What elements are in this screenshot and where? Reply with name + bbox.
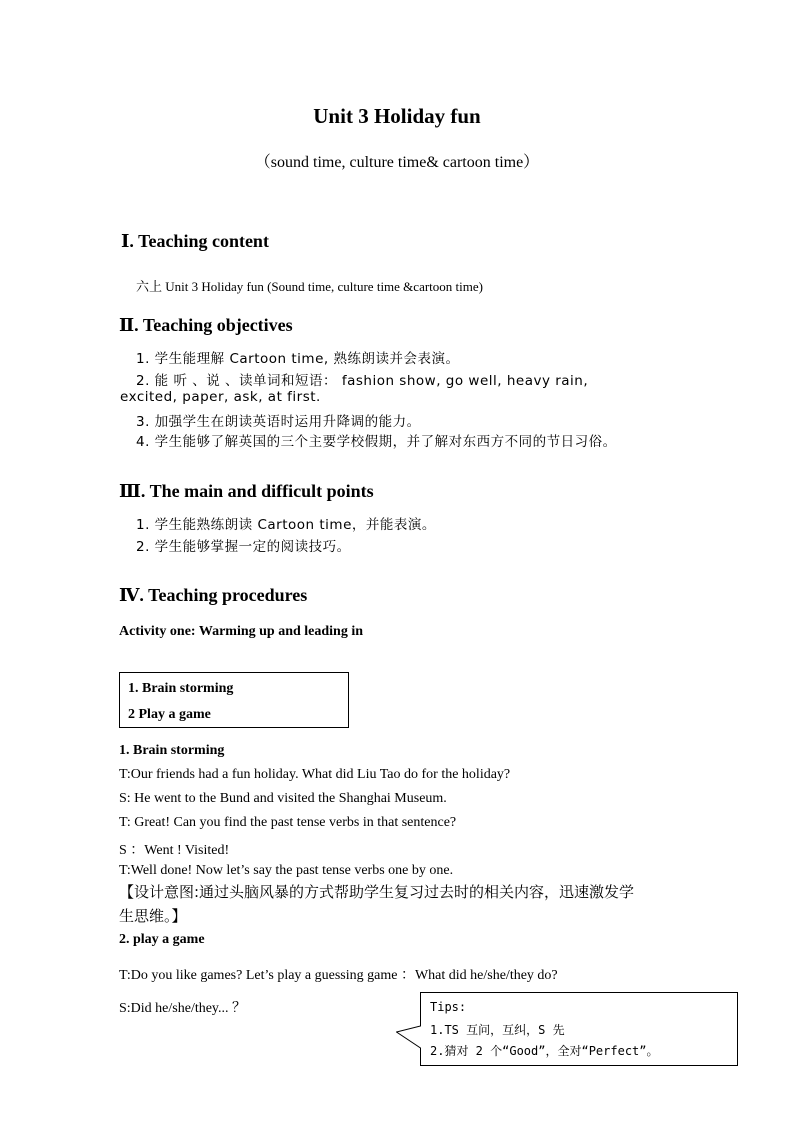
objective-item: 4. 学生能够了解英国的三个主要学校假期，并了解对东西方不同的节日习俗。 [136,434,617,450]
dialogue-line: S:Did he/she/they... ？ [119,1001,247,1016]
design-intent-line: 【设计意图:通过头脑风暴的方式帮助学生复习过去时的相关内容，迅速激发学 [119,883,635,901]
outline-item: 1. Brain storming [128,681,234,696]
dialogue-line: S: He went to the Bund and visited the Shanghai Museum. [119,791,447,806]
section-heading-teaching-objectives: Ⅱ. Teaching objectives [119,315,293,335]
tips-title: Tips: [430,1000,467,1014]
dialogue-line: S ：Went ! Visited! [119,843,230,858]
section-heading-teaching-procedures: Ⅳ. Teaching procedures [119,585,308,605]
activity-outline-box [119,672,349,728]
document-subtitle: （sound time, culture time& cartoon time） [254,154,540,171]
tips-line: 2.猜对 2 个“Good”，全对“Perfect”。 [430,1044,659,1058]
step-title-play-a-game: 2. play a game [119,932,205,947]
document-title: Unit 3 Holiday fun [313,104,481,128]
dialogue-line: T:Well done! Now let’s say the past tense verbs one by one. [119,863,454,878]
key-point-item: 2. 学生能够掌握一定的阅读技巧。 [136,539,351,555]
objective-item: 1. 学生能理解 Cartoon time, 熟练朗读并会表演。 [136,351,460,367]
teaching-content-text: 六上 Unit 3 Holiday fun (Sound time, culture time &cartoon time) [136,279,483,294]
objective-item: 3. 加强学生在朗读英语时运用升降调的能力。 [136,414,421,430]
dialogue-line: T:Our friends had a fun holiday. What did Liu Tao do for the holiday? [119,767,511,782]
objective-item-continued: excited, paper, ask, at first. [120,389,321,405]
section-heading-teaching-content: Ⅰ. Teaching content [121,231,269,251]
tips-callout [396,992,738,1066]
dialogue-line: T: Great! Can you find the past tense verbs in that sentence? [119,815,457,830]
activity-title: Activity one: Warming up and leading in [119,624,364,639]
dialogue-line: T:Do you like games? Let’s play a guessing game ：What did he/she/they do? [119,968,558,983]
key-point-item: 1. 学生能熟练朗读 Cartoon time，并能表演。 [136,517,436,533]
objective-item: 2. 能 听 、说 、读单词和短语： fashion show, go well, heavy rain, [136,373,589,389]
step-title-brain-storming: 1. Brain storming [119,743,225,758]
tips-line: 1.TS 互问，互纠，S 先 [430,1023,565,1037]
outline-item: 2 Play a game [128,707,211,722]
design-intent-line: 生思维。】 [119,907,187,925]
section-heading-main-points: Ⅲ. The main and difficult points [119,481,374,501]
